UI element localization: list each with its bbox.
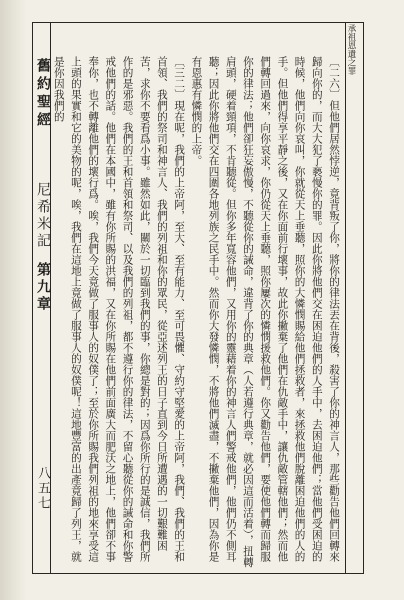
paragraph: 〔二六〕但他們居然悖逆，竟背叛了你，將你的律法丟在背後，殺害了你的神言人，那些勸告他們回轉來歸向你的，而大大犯了褻慢你的罪。因此你將他們交在困迫他們的人手中，去困迫他們；當他們受困迫的時候，他們向你哀叫，你就從天上垂聽，照你的大憐憫賜給他們拯救者，來拯救他們脫離困迫他們的人的手。但他們得享平靜之後，又在你面前行壞事，故此你撇棄了他們在仇敵手中，讓仇敵管轄他們；然而他們轉回過來，向你哀求，你仍從天上垂聽，照你屢次的憐憫援救他們。你又勸告他們，要使他們轉而歸服你的律法；他們卻狂妄傲慢，不聽從你的誡命，違背了你的典章（人若遵行典章，就必因這而活着），扭轉肩頭，硬着頸項，不肯聽從。但你多年寬容他們，又用你的靈藉着你的神言人們警戒他們，他們仍不側耳聽；因此你將他們交在四圍各地列族之民手中。然而你大發憐憫，不將他們滅盡，不撇棄他們，因為你是有恩惠有憐憫的上帝。 [190,56,340,568]
page-number: 八五七 [35,466,50,511]
running-head-chapter: 第九章 [35,262,51,313]
paragraph: 〔三二〕現在呢，我們的上帝阿，至大、至有能力、至可畏懼、守約守堅愛的上帝阿，我們、我們的王和首領、我們的祭司和神言人、我們的列祖和你的眾民，從亞述列王的日子直到今日所遭遇的一切艱難困苦，求你不要看爲小事。雖然如此，關於一切臨到我們的事，你總是對的；因爲你所行的是誠信，我們所作的是邪惡。我們的王和首領和祭司、以及我們的列祖，都不遵行你的律法，不留心聽從你的誡命和你警戒他們的話。他們在本國中，雖有你所賜的洪福，又在你所賜在他們前面廣大而肥沃之地上，他們卻不事奉你，也不轉離他們的壞行爲。唉，我們今天竟做了服事人的奴僕了；至於你所賜我們列祖的地來享受這上頭的果實和它的美物的呢，唉，我們在這地上竟做了服事人的奴僕呢！這地豐富的出產竟歸了列王，就是你因我們的 [52,56,186,562]
page-gutter-shadow [0,0,26,600]
running-head-book-title: 舊約聖經 [35,58,51,130]
body-text [52,56,342,568]
margin-column-rule [345,22,346,574]
margin-note: 承祖恩遺之罪 [346,24,356,75]
running-head-book-name: 尼希米記 [35,182,51,250]
